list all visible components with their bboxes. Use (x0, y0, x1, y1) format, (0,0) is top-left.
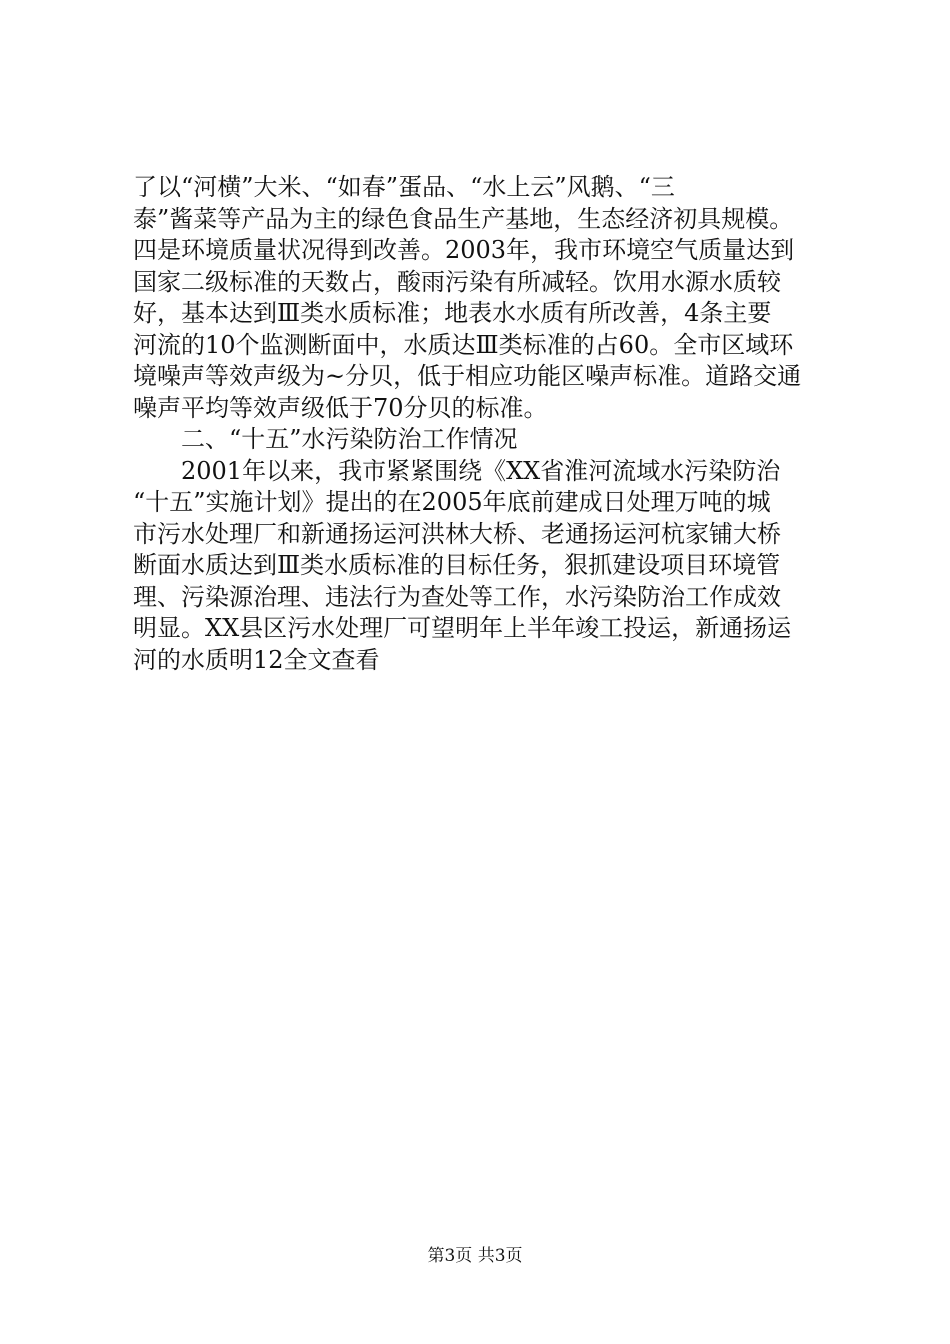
text-line: 2001年以来，我市紧紧围绕《XX省淮河流域水污染防治 (181, 456, 781, 485)
page-footer: 第3页 共3页 (427, 1246, 523, 1266)
text-line: 噪声平均等效声级低于70分贝的标准。 (133, 393, 548, 422)
text-line: 河的水质明12全文查看 (133, 645, 380, 674)
text-line: 明显。XX县区污水处理厂可望明年上半年竣工投运，新通扬运 (133, 614, 792, 642)
text-line: 境噪声等效声级为~分贝，低于相应功能区噪声标准。道路交通 (133, 362, 802, 390)
text-line: 市污水处理厂和新通扬运河洪林大桥、老通扬运河杭家铺大桥 (133, 519, 781, 548)
text-line: 理、污染源治理、违法行为查处等工作，水污染防治工作成效 (133, 582, 781, 611)
text-line: “十五”实施计划》提出的在2005年底前建成日处理万吨的城 (133, 488, 771, 516)
text-line: 河流的10个监测断面中，水质达Ⅲ类标准的占60。全市区域环 (133, 330, 794, 359)
text-line: 国家二级标准的天数占，酸雨污染有所减轻。饮用水源水质较 (133, 267, 781, 296)
text-line: 断面水质达到Ⅲ类水质标准的目标任务，狠抓建设项目环境管 (133, 551, 781, 579)
text-line: 好，基本达到Ⅲ类水质标准；地表水水质有所改善，4条主要 (133, 299, 772, 327)
text-line: 了以“河横”大米、“如春”蛋品、“水上云”风鹅、“三 (133, 173, 675, 201)
text-line: 四是环境质量状况得到改善。2003年，我市环境空气质量达到 (133, 236, 795, 264)
document-body (133, 172, 833, 676)
text-line: 泰”酱菜等产品为主的绿色食品生产基地，生态经济初具规模。 (133, 204, 794, 233)
section-heading: 二、“十五”水污染防治工作情况 (181, 425, 518, 453)
